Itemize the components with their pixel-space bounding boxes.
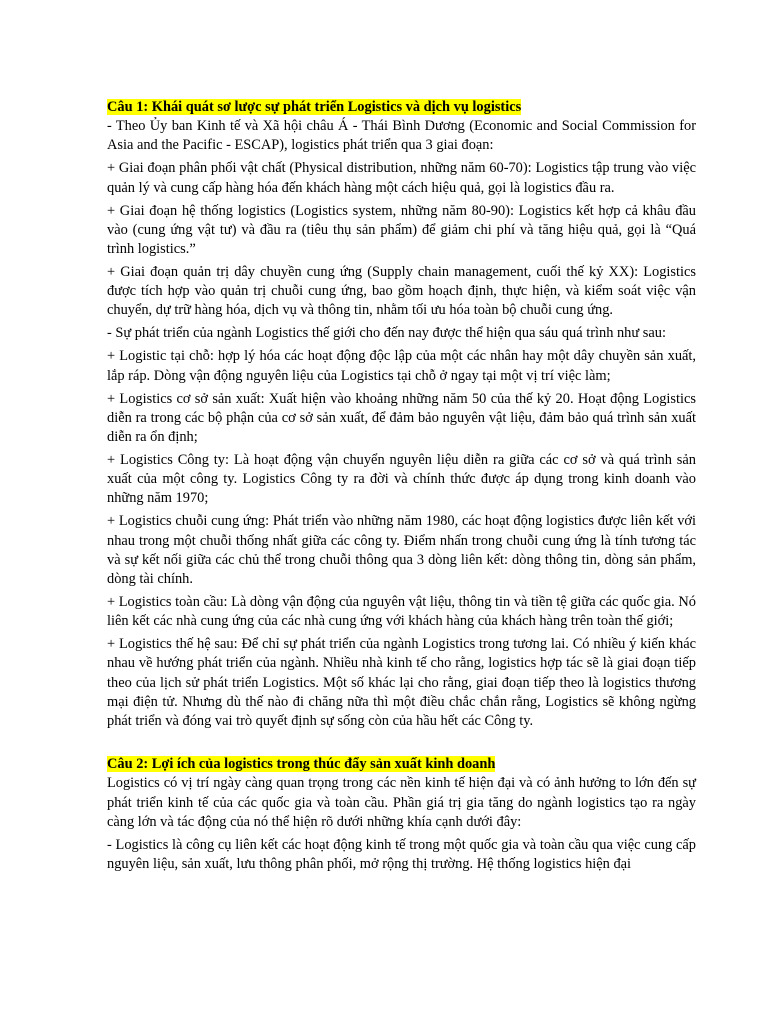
paragraph: + Giai đoạn hệ thống logistics (Logistics system, những năm 80-90): Logistics kết hợp cả khâu đầu vào (cung ứng vật tư) và đầu ra (tiêu thụ sản phẩm) để giảm chi phí và tăng hiệu quả, gọi là “Quá trình logistics.” [107,202,696,258]
paragraph: + Logistics chuỗi cung ứng: Phát triển vào những năm 1980, các hoạt động logistics được liên kết với nhau trong một chuỗi thống nhất giữa các công ty. Điểm nhấn trong chuỗi cung ứng là tính tương tác và sự kết nối giữa các chủ thể trong chuỗi thông qua 3 dòng liên kết: dòng thông tin, dòng sản phẩm, dòng tài chính. [107,513,696,588]
document-content [107,98,696,878]
paragraph: + Giai đoạn quản trị dây chuyền cung ứng (Supply chain management, cuối thế kỷ XX): Logistics được tích hợp vào quản trị chuỗi cung ứng, bao gồm hoạch định, thực hiện, và kiểm soát việc vận chuyển, dự trữ hàng hóa, dịch vụ và thông tin, nhằm tối ưu hóa toàn bộ chuỗi cung ứng. [107,264,696,319]
paragraph: + Giai đoạn phân phối vật chất (Physical distribution, những năm 60-70): Logistics tập trung vào việc quản lý và cung cấp hàng hóa đến khách hàng một cách hiệu quả, gọi là logistics đầu ra. [107,160,696,196]
paragraph: + Logistics Công ty: Là hoạt động vận chuyển nguyên liệu diễn ra giữa các cơ sở và quá trình sản xuất của một công ty. Logistics Công ty ra đời và chính thức được áp dụng trong kinh doanh vào những năm 1970; [107,452,696,507]
paragraph: - Logistics là công cụ liên kết các hoạt động kinh tế trong một quốc gia và toàn cầu qua việc cung cấp nguyên liệu, sản xuất, lưu thông phân phối, mở rộng thị trường. Hệ thống logistics hiện đại [107,836,696,873]
paragraph: - Theo Ủy ban Kinh tế và Xã hội châu Á - Thái Bình Dương (Economic and Social Commission for Asia and the Pacific - ESCAP), logistics phát triển qua 3 giai đoạn: [107,118,696,154]
paragraph: + Logistics thế hệ sau: Để chỉ sự phát triển của ngành Logistics trong tương lai. Có nhiều ý kiến khác nhau về hướng phát triển của ngành. Nhiều nhà kinh tế cho rằng, logistics hợp tác sẽ là giai đoạn tiếp theo của lịch sử phát triển Logistics. Một số khác lại cho rằng, giai đoạn tiếp theo là logistics thương mại điện tử. Nhưng dù thế nào đi chăng nữa thì một điều chắc chắn rằng, Logistics sẽ không ngừng phát triển và đóng vai trò quyết định sự sống còn của hầu hết các Công ty. [107,636,696,730]
section-1 [107,98,696,731]
paragraph: - Sự phát triển của ngành Logistics thế giới cho đến nay được thể hiện qua sáu quá trình như sau: [107,325,666,342]
paragraph: Logistics có vị trí ngày càng quan trọng trong các nền kinh tế hiện đại và có ảnh hưởng to lớn đến sự phát triển kinh tế của các quốc gia và toàn cầu. Phần giá trị gia tăng do ngành logistics tạo ra ngày càng lớn và tác động của nó thể hiện rõ dưới những khía cạnh dưới đây: [107,775,696,830]
section-1-heading: Câu 1: Khái quát sơ lược sự phát triển Logistics và dịch vụ logistics [107,99,522,115]
paragraph: + Logistics toàn cầu: Là dòng vận động của nguyên vật liệu, thông tin và tiền tệ giữa các quốc gia. Nó liên kết các nhà cung ứng của các nhà cung ứng với khách hàng của khách hàng trên toàn thế giới; [107,594,696,630]
section-2 [107,755,696,874]
paragraph: + Logistics cơ sở sản xuất: Xuất hiện vào khoảng những năm 50 của thế kỷ 20. Hoạt động Logistics diễn ra trong các bộ phận của cơ sở sản xuất, để đảm bảo nguyên vật liệu, đảm bảo quá trình sản xuất diễn ra ổn định; [107,390,696,446]
paragraph: + Logistic tại chỗ: hợp lý hóa các hoạt động độc lập của một các nhân hay một dây chuyền sản xuất, lắp ráp. Dòng vận động nguyên liệu của Logistics tại chỗ ở ngay tại một vị trí việc làm; [107,348,696,384]
section-2-heading: Câu 2: Lợi ích của logistics trong thúc đẩy sản xuất kinh doanh [107,756,496,773]
